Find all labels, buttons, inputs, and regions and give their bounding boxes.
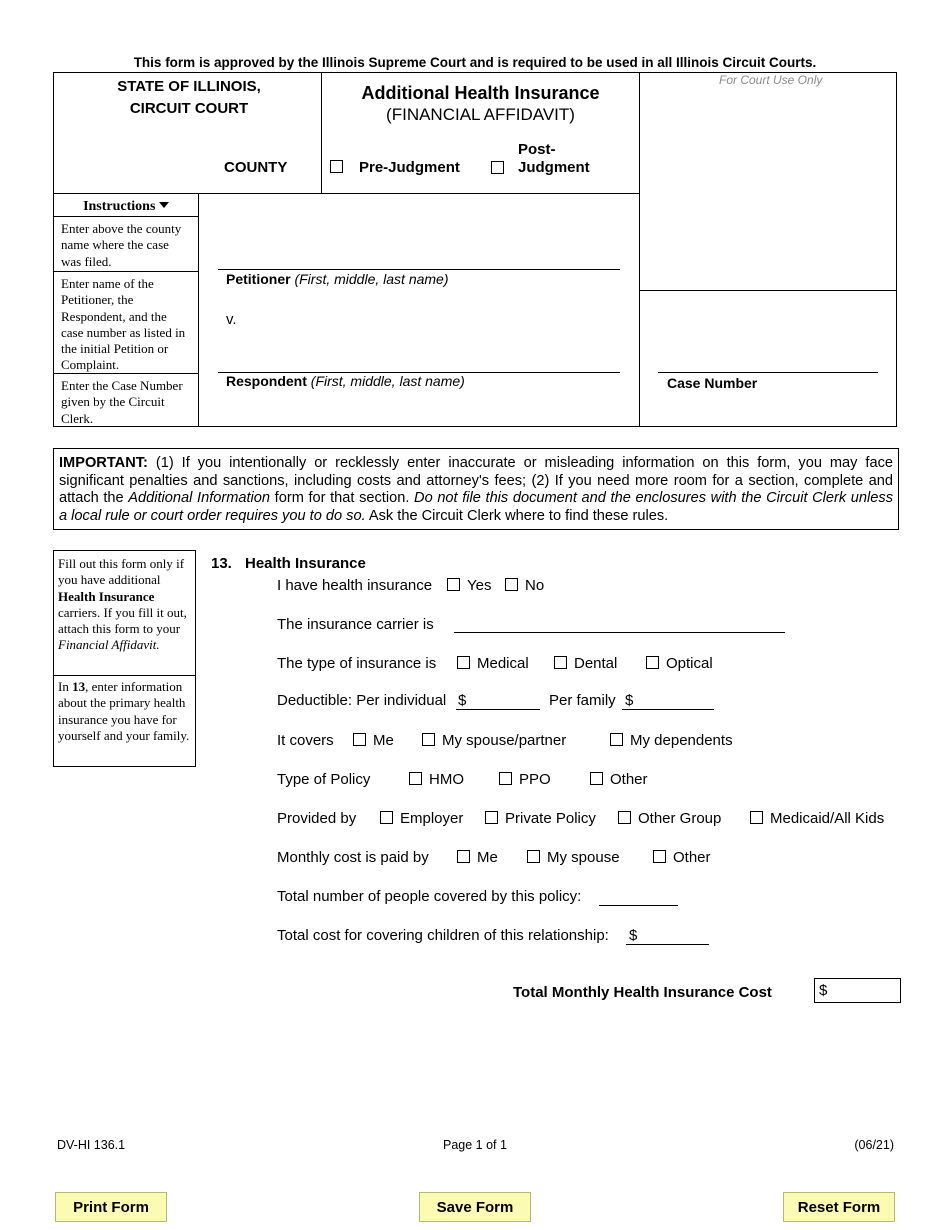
form-id: DV-HI 136.1: [57, 1138, 126, 1152]
side-help-section-13: In 13, enter information about the primary health insurance you have for yourself and your family.: [58, 679, 190, 743]
type-medical-checkbox[interactable]: [457, 656, 470, 669]
deductible-individual-label: Deductible: Per individual: [277, 692, 447, 709]
total-cost-dollar: $: [819, 982, 828, 999]
insurance-no-checkbox[interactable]: [505, 578, 518, 591]
paid-by-label: Monthly cost is paid by: [277, 849, 429, 866]
carrier-label: The insurance carrier is: [277, 616, 434, 633]
instruction-county: Enter above the county name where the case was filed.: [61, 221, 182, 269]
insurance-yes-checkbox[interactable]: [447, 578, 460, 591]
side-help-note: Fill out this form only if you have additional Health Insurance carriers. If you fill it out, attach this form to your Financial Affidavit.: [58, 556, 187, 653]
people-covered-label: Total number of people covered by this policy:: [277, 888, 582, 905]
paid-spouse-checkbox[interactable]: [527, 850, 540, 863]
covers-dependents-checkbox[interactable]: [610, 733, 623, 746]
provided-by-label: Provided by: [277, 810, 357, 827]
paid-me-checkbox[interactable]: [457, 850, 470, 863]
reset-form-button[interactable]: Reset Form: [783, 1192, 895, 1222]
approval-notice: This form is approved by the Illinois Supreme Court and is required to be used in all Illinois Circuit Courts.: [133, 55, 817, 70]
post-judgment-checkbox[interactable]: [491, 161, 504, 174]
page-number: Page 1 of 1: [443, 1138, 507, 1152]
per-family-field[interactable]: [622, 709, 714, 710]
paid-me-option[interactable]: Me: [457, 849, 498, 866]
post-judgment-option[interactable]: [491, 160, 511, 178]
type-medical-option[interactable]: Medical: [457, 655, 529, 672]
policy-ppo-checkbox[interactable]: [499, 772, 512, 785]
total-cost-field[interactable]: [814, 978, 901, 1003]
state-label: STATE OF ILLINOIS,: [117, 78, 261, 95]
policy-other-option[interactable]: Other: [590, 771, 648, 788]
paid-other-option[interactable]: Other: [653, 849, 711, 866]
paid-other-checkbox[interactable]: [653, 850, 666, 863]
pre-judgment-option[interactable]: Pre-Judgment: [330, 159, 460, 176]
instruction-case-number: Enter the Case Number given by the Circuit Clerk.: [61, 378, 183, 426]
deductible-individual-field[interactable]: [456, 709, 540, 710]
instruction-names: Enter name of the Petitioner, the Respondent, and the case number as listed in the initial Petition or Complaint.: [61, 276, 186, 373]
have-insurance-label: I have health insurance: [277, 577, 433, 594]
policy-hmo-checkbox[interactable]: [409, 772, 422, 785]
case-number-label: Case Number: [667, 375, 758, 391]
court-use-only: For Court Use Only: [719, 73, 823, 87]
save-form-button[interactable]: Save Form: [419, 1192, 531, 1222]
print-form-button[interactable]: Print Form: [55, 1192, 167, 1222]
important-notice: IMPORTANT: (1) If you intentionally or recklessly enter inaccurate or misleading information on this form, you may face significant penalties and sanctions, including costs and attorney's fees; (2) If you need more room for a section, complete and attach the Additional Information form for that section. Do not file this document and the enclosures with the Circuit Clerk unless a local rule or court order requires you to do so. Ask the Circuit Clerk where to find these rules.: [53, 448, 899, 530]
petitioner-name-field[interactable]: [218, 269, 620, 270]
post-judgment-label-2: Judgment: [518, 159, 590, 176]
carrier-field[interactable]: [454, 632, 785, 633]
total-cost-label: Total Monthly Health Insurance Cost: [513, 984, 772, 1001]
section-number: 13.: [211, 555, 232, 572]
provided-private-option[interactable]: Private Policy: [485, 810, 596, 827]
insurance-yes-option[interactable]: Yes: [447, 577, 491, 594]
insurance-no-option[interactable]: No: [505, 577, 544, 594]
respondent-label: Respondent (First, middle, last name): [226, 373, 465, 389]
case-number-field[interactable]: [658, 372, 878, 373]
provided-other-group-option[interactable]: Other Group: [618, 810, 721, 827]
per-family-label: Per family: [549, 692, 616, 709]
covers-label: It covers: [277, 732, 334, 749]
form-title: Additional Health Insurance: [361, 83, 600, 103]
section-title: Health Insurance: [245, 555, 366, 572]
covers-me-checkbox[interactable]: [353, 733, 366, 746]
post-judgment-label-1: Post-: [518, 141, 556, 158]
children-cost-field[interactable]: [626, 944, 709, 945]
covers-spouse-checkbox[interactable]: [422, 733, 435, 746]
pre-judgment-checkbox[interactable]: [330, 160, 343, 173]
policy-ppo-option[interactable]: PPO: [499, 771, 551, 788]
covers-spouse-option[interactable]: My spouse/partner: [422, 732, 566, 749]
provided-medicaid-option[interactable]: Medicaid/All Kids: [750, 810, 884, 827]
provided-private-checkbox[interactable]: [485, 811, 498, 824]
circuit-court-label: CIRCUIT COURT: [129, 100, 249, 117]
children-cost-dollar: $: [629, 927, 638, 944]
covers-me-option[interactable]: Me: [353, 732, 394, 749]
triangle-down-icon: [159, 202, 169, 208]
county-label: COUNTY: [224, 159, 288, 176]
policy-hmo-option[interactable]: HMO: [409, 771, 464, 788]
policy-other-checkbox[interactable]: [590, 772, 603, 785]
children-cost-label: Total cost for covering children of this relationship:: [277, 927, 609, 944]
provided-employer-checkbox[interactable]: [380, 811, 393, 824]
policy-type-label: Type of Policy: [277, 771, 371, 788]
covers-dependents-option[interactable]: My dependents: [610, 732, 733, 749]
form-subtitle: (FINANCIAL AFFIDAVIT): [386, 105, 575, 124]
versus-label: v.: [226, 311, 237, 328]
provided-medicaid-checkbox[interactable]: [750, 811, 763, 824]
type-optical-checkbox[interactable]: [646, 656, 659, 669]
provided-employer-option[interactable]: Employer: [380, 810, 463, 827]
people-covered-field[interactable]: [599, 905, 678, 906]
paid-spouse-option[interactable]: My spouse: [527, 849, 620, 866]
type-dental-option[interactable]: Dental: [554, 655, 617, 672]
per-family-dollar: $: [625, 692, 634, 709]
instructions-heading: Instructions: [53, 199, 199, 215]
petitioner-label: Petitioner (First, middle, last name): [226, 271, 449, 287]
type-optical-option[interactable]: Optical: [646, 655, 713, 672]
type-dental-checkbox[interactable]: [554, 656, 567, 669]
deductible-individual-dollar: $: [458, 692, 467, 709]
insurance-type-label: The type of insurance is: [277, 655, 437, 672]
revision-date: (06/21): [854, 1138, 894, 1152]
provided-other-group-checkbox[interactable]: [618, 811, 631, 824]
